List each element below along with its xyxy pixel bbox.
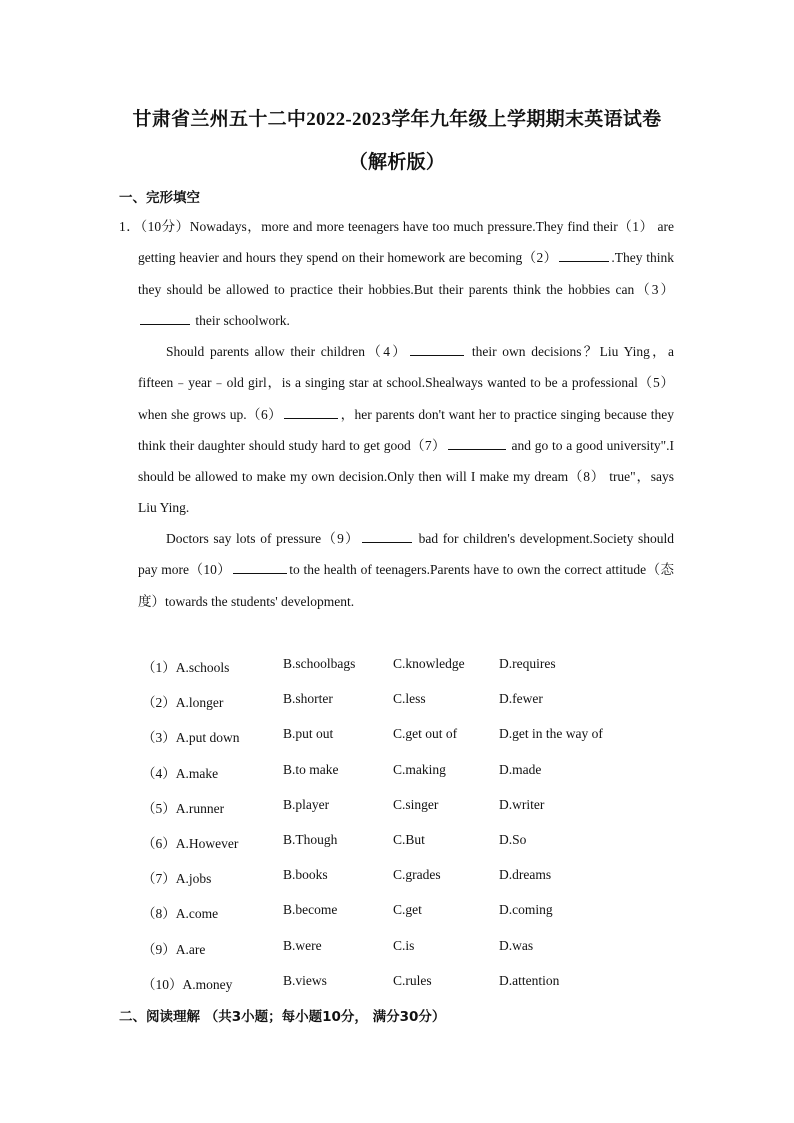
passage-text: their own decisions？Liu Ying，a fifteen﹣year﹣old girl，is a singing star at school.Shealways wanted to be a professional（5）	[138, 344, 674, 391]
options-table	[142, 652, 682, 1004]
passage-text: ，her parents don't want her to practice singing because they think their daughter should study hard to get good（7）	[138, 406, 674, 453]
option-c: C.get	[393, 902, 422, 918]
passage-text: are getting heavier and hours they spend on their homework are becoming（2）	[138, 219, 675, 266]
option-c: C.making	[393, 761, 446, 777]
passage-text: when she grows up.（6）	[138, 406, 283, 422]
page-subtitle: （解析版）	[348, 152, 446, 173]
option-a: （8）A.come	[142, 906, 219, 922]
option-d: D.get in the way of	[499, 726, 603, 742]
option-c: C.get out of	[393, 726, 458, 742]
option-d: D.requires	[499, 656, 556, 671]
option-a: （7）A.jobs	[142, 871, 212, 887]
answer-blank	[410, 343, 464, 356]
passage-text: bad for children's development.Society should pay more（10）	[138, 531, 674, 578]
option-a: （9）A.are	[142, 941, 206, 957]
option-d: D.So	[499, 831, 527, 847]
option-a: （4）A.make	[142, 765, 219, 781]
option-c: C.But	[393, 831, 425, 847]
option-d: D.coming	[499, 902, 553, 918]
option-b: B.Though	[283, 831, 338, 847]
passage-text: to the health of teenagers.Parents have to own the correct attitude（态度）towards the students' development.	[138, 562, 674, 609]
answer-blank	[233, 561, 287, 574]
option-row	[142, 687, 682, 722]
passage-text: their schoolwork.	[195, 312, 290, 328]
option-c: C.grades	[393, 867, 441, 883]
option-row	[142, 793, 682, 828]
option-d: D.attention	[499, 972, 560, 988]
answer-blank	[140, 312, 190, 325]
option-b: B.become	[283, 902, 338, 918]
option-d: D.was	[499, 937, 534, 953]
option-a: （3）A.put down	[142, 730, 240, 746]
passage-text: .They think they should be allowed to practice their hobbies.But their parents think the hobbies can（3）	[138, 250, 674, 297]
option-c: C.is	[393, 937, 415, 953]
passage-text: and go to a good university".I should be allowed to make my own decision.Only then will I make my dream（8）	[138, 437, 674, 485]
option-c: C.knowledge	[393, 656, 465, 671]
option-row	[142, 722, 682, 757]
answer-blank	[362, 530, 412, 543]
option-d: D.dreams	[499, 867, 552, 883]
option-b: B.shorter	[283, 691, 333, 707]
option-d: D.made	[499, 761, 542, 777]
option-b: B.schoolbags	[283, 656, 356, 671]
option-b: B.were	[283, 937, 322, 953]
page-title: 甘肃省兰州五十二中2022-2023学年九年级上学期期末英语试卷	[132, 109, 662, 130]
passage-text: true"，says Liu Ying.	[138, 469, 675, 516]
passage-paragraph-3	[138, 523, 674, 617]
section-heading-reading: 二、阅读理解 （共3小题；每小题10分， 满分30分）	[119, 1009, 446, 1025]
option-a: （5）A.runner	[142, 800, 225, 816]
option-c: C.singer	[393, 796, 439, 812]
option-c: C.less	[393, 691, 426, 707]
option-row	[142, 898, 682, 933]
passage-text: Should parents allow their children（4）	[166, 344, 409, 359]
option-b: B.put out	[283, 726, 334, 742]
section-heading-cloze: 一、完形填空	[119, 190, 200, 206]
option-a: （2）A.longer	[142, 695, 224, 711]
question-number: 1．	[119, 219, 141, 234]
passage-paragraph-2	[138, 336, 674, 524]
option-row	[142, 652, 682, 687]
option-b: B.books	[283, 867, 328, 883]
passage-text: Doctors say lots of pressure（9）	[166, 531, 360, 546]
option-d: D.fewer	[499, 691, 543, 707]
option-a: （10）A.money	[142, 976, 233, 992]
option-row	[142, 828, 682, 863]
option-a: （6）A.However	[142, 835, 239, 851]
passage-text: （10分）Nowadays，more and more teenagers have too much pressure.They find their（1）	[140, 219, 654, 234]
option-a: （1）A.schools	[142, 660, 230, 675]
option-row	[142, 758, 682, 793]
option-row	[142, 863, 682, 898]
option-b: B.player	[283, 796, 330, 812]
option-b: B.views	[283, 972, 327, 988]
answer-blank	[448, 437, 506, 450]
passage-paragraph-1	[119, 211, 675, 336]
option-row	[142, 969, 682, 1004]
option-c: C.rules	[393, 972, 432, 988]
option-row	[142, 934, 682, 969]
answer-blank	[284, 406, 338, 419]
answer-blank	[559, 249, 609, 262]
option-d: D.writer	[499, 796, 545, 812]
option-b: B.to make	[283, 761, 339, 777]
